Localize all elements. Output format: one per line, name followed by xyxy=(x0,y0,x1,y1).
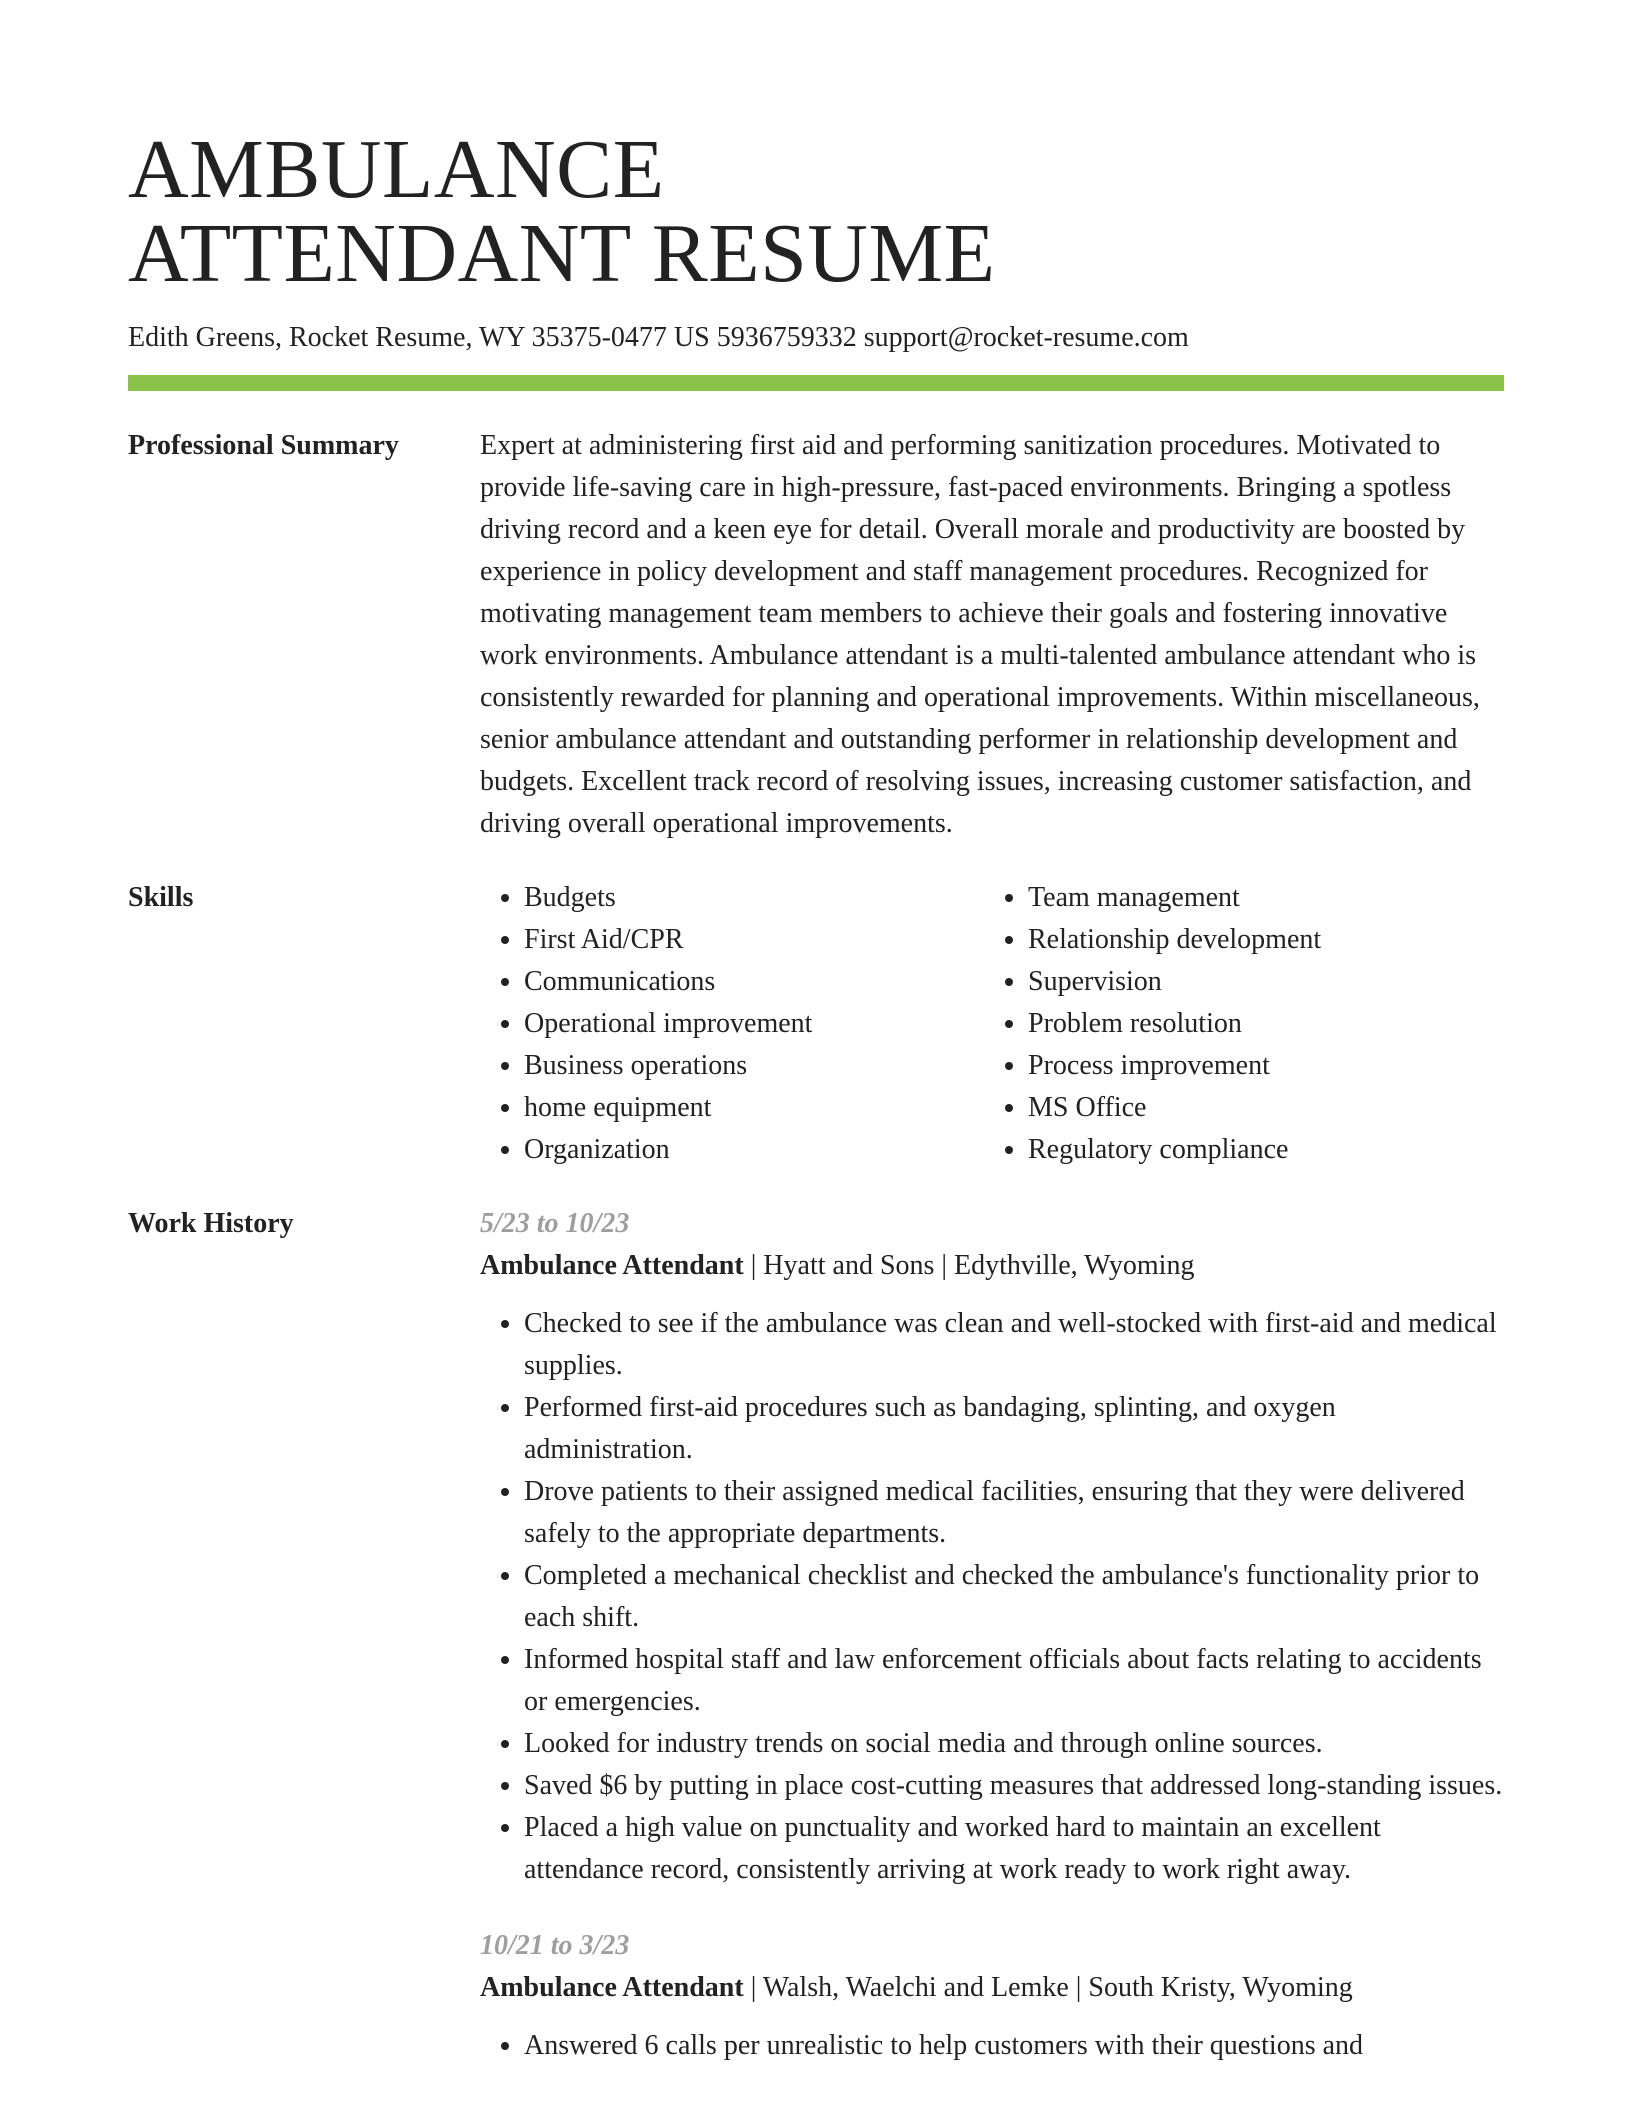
job-heading xyxy=(480,1245,1504,1287)
job-employer-location: | Hyatt and Sons | Edythville, Wyoming xyxy=(743,1250,1195,1281)
professional-summary-section xyxy=(128,425,1504,845)
job-title: Ambulance Attendant xyxy=(480,1972,744,2003)
skill-item: • First Aid/CPR xyxy=(524,919,984,961)
job-bullet: • Completed a mechanical checklist and checked the ambulance's functionality prior to each shift. xyxy=(524,1555,1504,1639)
skills-body xyxy=(480,877,1504,1171)
work-history-body xyxy=(480,1203,1504,2067)
skill-item: • Business operations xyxy=(524,1045,984,1087)
skill-item: • Budgets xyxy=(524,877,984,919)
job-responsibilities xyxy=(480,2025,1504,2067)
job-dates: 5/23 to 10/23 xyxy=(480,1208,630,1239)
job-responsibilities xyxy=(480,1303,1504,1891)
accent-divider xyxy=(128,375,1504,391)
job-heading xyxy=(480,1967,1504,2009)
job-title: Ambulance Attendant xyxy=(480,1250,744,1281)
resume-title-line-1: AMBULANCE xyxy=(128,123,665,216)
skill-item: • Supervision xyxy=(1028,961,1488,1003)
job-bullet: • Performed first-aid procedures such as bandaging, splinting, and oxygen administration. xyxy=(524,1387,1504,1471)
skill-item: • Problem resolution xyxy=(1028,1003,1488,1045)
resume-page xyxy=(128,123,1504,2067)
job-employer-location: | Walsh, Waelchi and Lemke | South Kristy, Wyoming xyxy=(743,1972,1353,2003)
job-bullet: • Looked for industry trends on social media and through online sources. xyxy=(524,1723,1504,1765)
section-label-skills: Skills xyxy=(128,882,194,913)
skill-item: • Relationship development xyxy=(1028,919,1488,961)
resume-title-line-2: ATTENDANT RESUME xyxy=(128,207,996,300)
skill-item: • home equipment xyxy=(524,1087,984,1129)
summary-text: Expert at administering first aid and performing sanitization procedures. Motivated to provide life-saving care in high-pressure, fast-paced environments. Bringing a spotless driving record and a keen eye for detail. Overall morale and productivity are boosted by experience in policy development and staff management procedures. Recognized for motivating management team members to achieve their goals and fostering innovative work environments. Ambulance attendant is a multi-talented ambulance attendant who is consistently rewarded for planning and operational improvements. Within miscellaneous, senior ambulance attendant and outstanding performer in relationship development and budgets. Excellent track record of resolving issues, increasing customer satisfaction, and driving overall operational improvements. xyxy=(480,430,1480,839)
work-history-section xyxy=(128,1203,1504,2067)
skills-grid xyxy=(480,877,1504,1171)
resume-title xyxy=(128,123,1504,300)
skill-item: • Operational improvement xyxy=(524,1003,984,1045)
skills-column-1 xyxy=(480,877,984,1171)
skills-section xyxy=(128,877,1504,1171)
job-bullet: • Informed hospital staff and law enforcement officials about facts relating to accidents or emergencies. xyxy=(524,1639,1504,1723)
skill-item: • Process improvement xyxy=(1028,1045,1488,1087)
skill-item: • MS Office xyxy=(1028,1087,1488,1129)
job-bullet: • Saved $6 by putting in place cost-cutting measures that addressed long-standing issues. xyxy=(524,1765,1504,1807)
job-bullet: • Checked to see if the ambulance was clean and well-stocked with first-aid and medical supplies. xyxy=(524,1303,1504,1387)
skill-item: • Communications xyxy=(524,961,984,1003)
skill-item: • Team management xyxy=(1028,877,1488,919)
section-label-work-history: Work History xyxy=(128,1208,294,1239)
job-entry xyxy=(480,1925,1504,2067)
job-dates: 10/21 to 3/23 xyxy=(480,1930,630,1961)
section-label-summary: Professional Summary xyxy=(128,430,399,461)
job-bullet: • Drove patients to their assigned medical facilities, ensuring that they were delivered safely to the appropriate departments. xyxy=(524,1471,1504,1555)
job-entry xyxy=(480,1203,1504,1891)
skills-column-2 xyxy=(984,877,1488,1171)
skill-item: • Regulatory compliance xyxy=(1028,1129,1488,1171)
summary-body xyxy=(480,425,1504,845)
job-bullet: • Placed a high value on punctuality and worked hard to maintain an excellent attendance record, consistently arriving at work ready to work right away. xyxy=(524,1807,1504,1891)
job-bullet: • Answered 6 calls per unrealistic to help customers with their questions and xyxy=(524,2025,1504,2067)
skill-item: • Organization xyxy=(524,1129,984,1171)
contact-info: Edith Greens, Rocket Resume, WY 35375-0477 US 5936759332 support@rocket-resume.com xyxy=(128,322,1189,353)
